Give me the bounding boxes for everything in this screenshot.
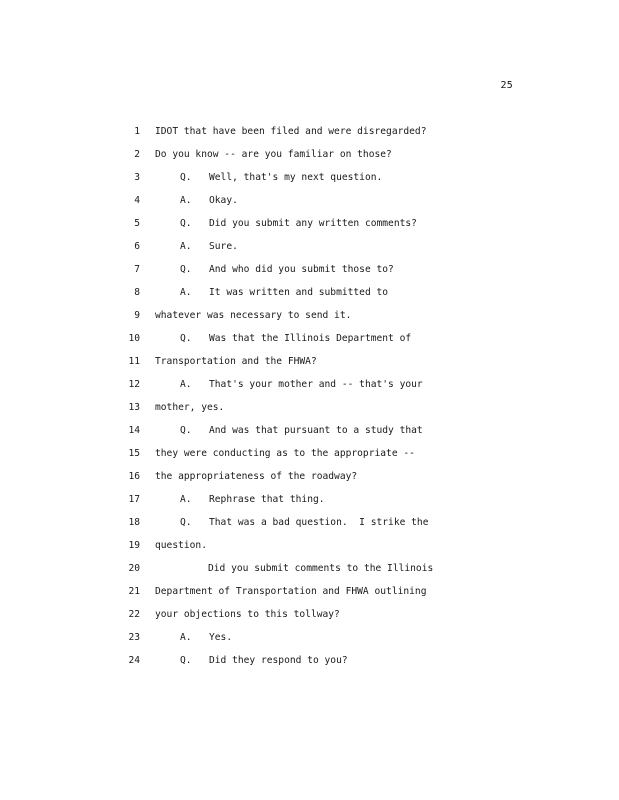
speaker-label: Q.	[180, 517, 192, 528]
speaker-label: Q.	[180, 218, 192, 229]
line-text: Q. Did they respond to you?	[180, 655, 348, 666]
transcript-line	[0, 331, 619, 354]
line-text: A. It was written and submitted to	[180, 287, 389, 298]
line-text: the appropriateness of the roadway?	[155, 471, 358, 482]
speaker-label: A.	[180, 287, 192, 298]
transcript-body	[0, 124, 619, 676]
transcript-line	[0, 538, 619, 561]
transcript-line	[0, 216, 619, 239]
line-number: 6	[134, 241, 140, 252]
line-text: Q. That was a bad question. I strike the	[180, 517, 429, 528]
transcript-line	[0, 584, 619, 607]
line-text: A. Sure.	[180, 241, 238, 252]
transcript-line	[0, 492, 619, 515]
line-number: 21	[128, 586, 140, 597]
line-number: 15	[128, 448, 140, 459]
transcript-line	[0, 239, 619, 262]
speaker-label: A.	[180, 379, 192, 390]
line-text: A. Yes.	[180, 632, 233, 643]
transcript-line	[0, 446, 619, 469]
line-text: Q. Did you submit any written comments?	[180, 218, 417, 229]
speaker-label: A.	[180, 632, 192, 643]
transcript-line	[0, 170, 619, 193]
speaker-label: A.	[180, 195, 192, 206]
line-number: 14	[128, 425, 140, 436]
line-text: A. That's your mother and -- that's your	[180, 379, 423, 390]
line-number: 13	[128, 402, 140, 413]
line-number: 11	[128, 356, 140, 367]
line-text: Q. Well, that's my next question.	[180, 172, 383, 183]
line-number: 18	[128, 517, 140, 528]
line-number: 7	[134, 264, 140, 275]
line-number: 8	[134, 287, 140, 298]
line-number: 19	[128, 540, 140, 551]
line-text: A. Okay.	[180, 195, 238, 206]
line-number: 2	[134, 149, 140, 160]
line-number: 17	[128, 494, 140, 505]
transcript-line	[0, 423, 619, 446]
line-number: 3	[134, 172, 140, 183]
line-text: question.	[155, 540, 207, 551]
speaker-label: A.	[180, 241, 192, 252]
line-number: 24	[128, 655, 140, 666]
line-number: 12	[128, 379, 140, 390]
transcript-line	[0, 354, 619, 377]
transcript-line	[0, 262, 619, 285]
transcript-line	[0, 308, 619, 331]
page-number: 25	[500, 80, 513, 91]
transcript-line	[0, 653, 619, 676]
transcript-line	[0, 630, 619, 653]
transcript-line	[0, 285, 619, 308]
line-text: Transportation and the FHWA?	[155, 356, 317, 367]
line-text: Did you submit comments to the Illinois	[208, 563, 434, 574]
transcript-line	[0, 147, 619, 170]
line-text: Department of Transportation and FHWA outlining	[155, 586, 427, 597]
line-number: 10	[128, 333, 140, 344]
line-number: 22	[128, 609, 140, 620]
line-number: 16	[128, 471, 140, 482]
line-text: whatever was necessary to send it.	[155, 310, 352, 321]
transcript-line	[0, 469, 619, 492]
line-number: 5	[134, 218, 140, 229]
line-number: 20	[128, 563, 140, 574]
line-text: IDOT that have been filed and were disregarded?	[155, 126, 427, 137]
speaker-label: Q.	[180, 264, 192, 275]
transcript-line	[0, 400, 619, 423]
line-number: 9	[134, 310, 140, 321]
transcript-line	[0, 193, 619, 216]
line-text: Do you know -- are you familiar on those?	[155, 149, 392, 160]
line-text: mother, yes.	[155, 402, 225, 413]
line-number: 1	[134, 126, 140, 137]
line-text: Q. And who did you submit those to?	[180, 264, 394, 275]
speaker-label: Q.	[180, 333, 192, 344]
speaker-label: Q.	[180, 425, 192, 436]
line-text: Q. Was that the Illinois Department of	[180, 333, 412, 344]
line-number: 23	[128, 632, 140, 643]
speaker-label: Q.	[180, 655, 192, 666]
line-text: Q. And was that pursuant to a study that	[180, 425, 423, 436]
transcript-line	[0, 377, 619, 400]
transcript-line	[0, 607, 619, 630]
speaker-label: A.	[180, 494, 192, 505]
transcript-line	[0, 124, 619, 147]
transcript-line	[0, 561, 619, 584]
speaker-label: Q.	[180, 172, 192, 183]
transcript-line	[0, 515, 619, 538]
line-text: A. Rephrase that thing.	[180, 494, 325, 505]
line-text: they were conducting as to the appropriate --	[155, 448, 415, 459]
line-text: your objections to this tollway?	[155, 609, 340, 620]
line-number: 4	[134, 195, 140, 206]
